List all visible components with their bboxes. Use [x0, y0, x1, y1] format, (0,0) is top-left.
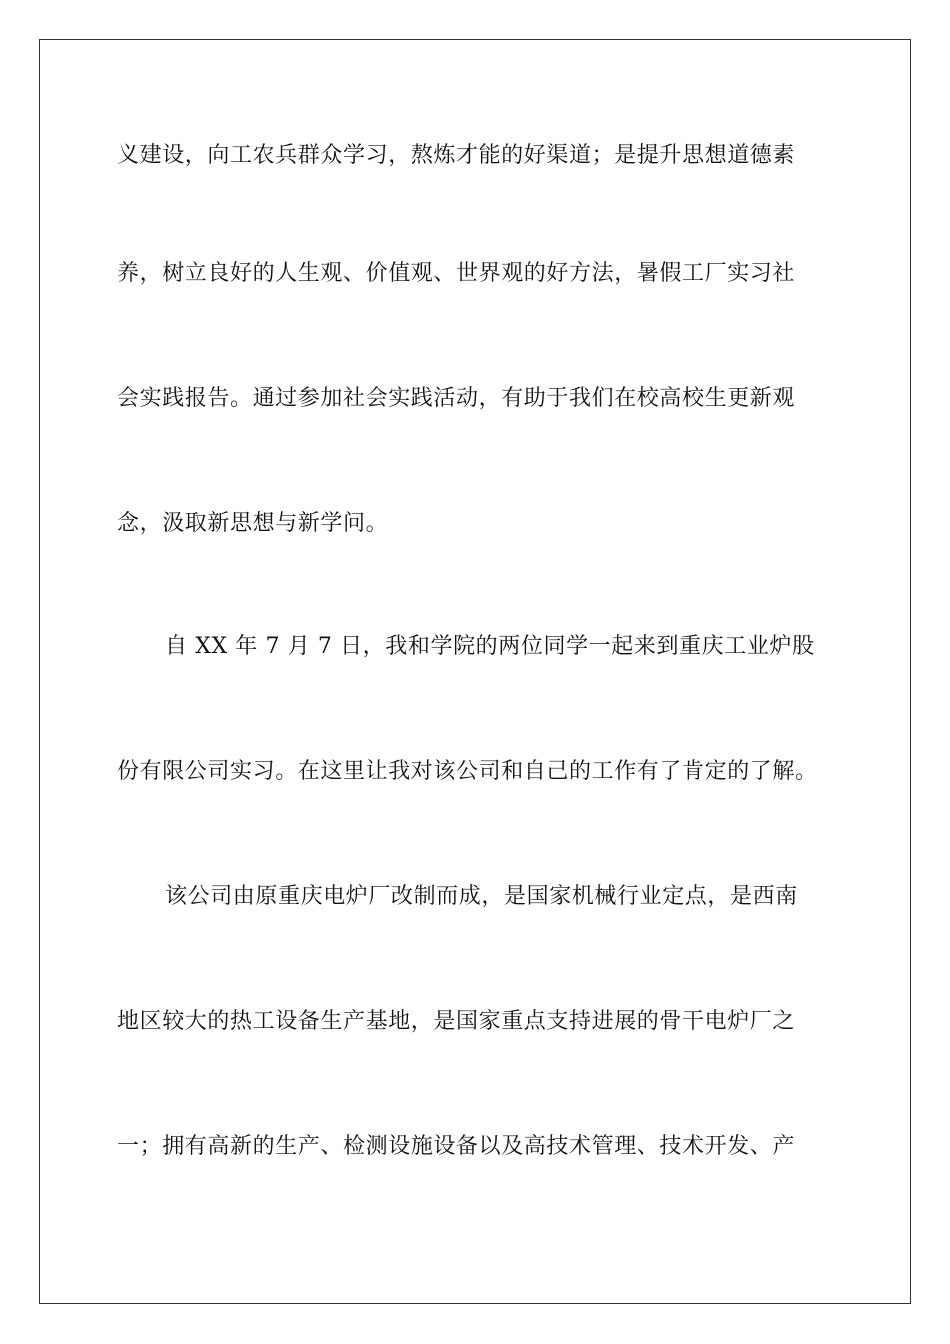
paragraph-line: 自 XX 年 7 月 7 日，我和学院的两位同学一起来到重庆工业炉股 — [165, 634, 815, 659]
paragraph-line: 地区较大的热工设备生产基地，是国家重点支持进展的骨干电炉厂之 — [117, 1009, 796, 1034]
paragraph-line: 养，树立良好的人生观、价值观、世界观的好方法，暑假工厂实习社 — [117, 261, 796, 286]
page-frame — [39, 39, 911, 1304]
paragraph-line: 念，汲取新思想与新学问。 — [117, 511, 389, 536]
paragraph-line: 一；拥有高新的生产、检测设施设备以及高技术管理、技术开发、产 — [117, 1134, 796, 1159]
paragraph-line: 份有限公司实习。在这里让我对该公司和自己的工作有了肯定的了解。 — [117, 759, 818, 784]
paragraph-line: 会实践报告。通过参加社会实践活动，有助于我们在校高校生更新观 — [117, 386, 796, 411]
paragraph-line: 该公司由原重庆电炉厂改制而成，是国家机械行业定点，是西南 — [165, 884, 798, 909]
paragraph-line: 义建设，向工农兵群众学习，熬炼才能的好渠道；是提升思想道德素 — [117, 143, 796, 168]
